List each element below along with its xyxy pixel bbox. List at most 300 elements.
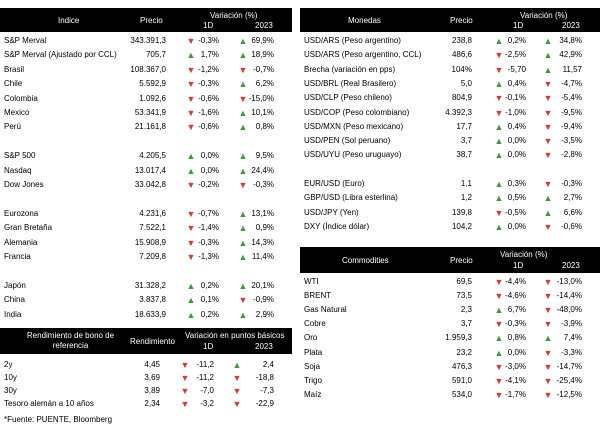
row-value: 534,0 xyxy=(451,389,472,399)
row-label: Tesoro alemán a 10 años xyxy=(4,399,94,408)
indices-row xyxy=(0,92,292,106)
row-value: 108.367,0 xyxy=(130,64,166,74)
row-label: USD/BRL (Real Brasilero) xyxy=(304,78,397,88)
row-change-2023: -22,9 xyxy=(255,399,274,408)
arrow-up-icon: ▲ xyxy=(186,151,196,162)
row-label: Maíz xyxy=(304,389,322,399)
row-label: USD/JPY (Yen) xyxy=(304,207,359,217)
currencies-change-label: Variación (%) xyxy=(520,11,568,20)
row-change-2023: -2,8% xyxy=(561,150,582,160)
arrow-down-icon: ▼ xyxy=(543,305,553,316)
arrow-up-icon: ▲ xyxy=(238,237,248,248)
row-change-2023: -12,5% xyxy=(556,389,582,399)
row-value: 5,0 xyxy=(460,78,472,88)
row-value: 804,9 xyxy=(451,93,472,103)
row-value: 104,2 xyxy=(451,221,472,231)
row-change-2023: 11,4% xyxy=(251,252,274,261)
row-change-1d: -0,1% xyxy=(505,93,526,103)
row-change-1d: -0,5% xyxy=(505,207,526,217)
arrow-down-icon: ▼ xyxy=(494,107,504,118)
row-value: 7.209,8 xyxy=(139,252,166,261)
row-change-2023: 24,4% xyxy=(251,165,274,175)
row-change-2023: 10,1% xyxy=(251,108,274,117)
arrow-down-icon: ▼ xyxy=(494,50,504,61)
bonds-1d-label: 1D xyxy=(203,342,214,351)
row-change-2023: 18,9% xyxy=(251,50,274,60)
row-value: 476,3 xyxy=(451,361,472,371)
indices-row xyxy=(0,207,292,221)
row-label: USD/PEN (Sol peruano) xyxy=(304,136,391,146)
row-change-2023: 42,9% xyxy=(559,50,582,60)
currencies-row xyxy=(300,34,600,48)
arrow-up-icon: ▲ xyxy=(238,309,248,320)
arrow-down-icon: ▼ xyxy=(186,79,196,90)
row-change-1d: 0,4% xyxy=(507,121,526,131)
row-change-2023: 0,9% xyxy=(255,223,274,233)
currencies-row xyxy=(300,148,600,162)
row-change-1d: 0,2% xyxy=(200,309,219,319)
arrow-up-icon: ▲ xyxy=(238,36,248,46)
row-label: Colombia xyxy=(4,93,38,103)
row-change-2023: 69,9% xyxy=(251,36,274,45)
row-change-1d: -0,6% xyxy=(198,93,219,103)
row-label: Plata xyxy=(304,347,323,357)
row-value: 2,34 xyxy=(144,399,160,408)
row-value: 3.837,8 xyxy=(139,295,166,305)
arrow-down-icon: ▼ xyxy=(180,386,190,396)
row-change-1d: -4,4% xyxy=(505,277,526,286)
arrow-up-icon: ▲ xyxy=(494,305,504,316)
arrow-down-icon: ▼ xyxy=(180,360,190,370)
row-value: 139,8 xyxy=(451,207,472,217)
row-change-2023: -0,9% xyxy=(253,295,274,305)
arrow-down-icon: ▼ xyxy=(494,291,504,302)
arrow-down-icon: ▼ xyxy=(494,93,504,104)
row-change-1d: -4,1% xyxy=(505,375,526,385)
currencies-row xyxy=(300,191,600,205)
row-change-2023: -7,3 xyxy=(260,386,274,395)
row-value: 343.391,3 xyxy=(130,36,166,45)
arrow-down-icon: ▼ xyxy=(186,208,196,219)
row-change-1d: 0,0% xyxy=(507,136,526,146)
row-change-2023: 2,7% xyxy=(563,193,582,203)
currencies-row xyxy=(300,220,600,234)
indices-row xyxy=(0,48,292,62)
bonds-price-label: Rendimiento xyxy=(130,337,175,346)
row-label: GBP/USD (Libra esterlina) xyxy=(304,193,398,203)
row-value: 1.959,3 xyxy=(445,333,472,343)
arrow-up-icon: ▲ xyxy=(494,333,504,344)
currencies-row xyxy=(300,177,600,191)
row-label: USD/ARS (Peso argentino, CCL) xyxy=(304,50,422,60)
indices-1d-label: 1D xyxy=(203,21,214,30)
commodities-row xyxy=(300,346,600,360)
currencies-row xyxy=(300,91,600,105)
row-label: Soja xyxy=(304,361,321,371)
row-value: 104% xyxy=(451,64,472,74)
commodities-change-label: Variación (%) xyxy=(500,250,548,259)
row-change-2023: -15,0% xyxy=(248,93,274,103)
row-change-2023: 2,9% xyxy=(255,309,274,319)
arrow-down-icon: ▼ xyxy=(238,64,248,75)
bonds-title: Rendimiento de bono de referencia xyxy=(26,331,115,350)
commodities-title: Commodities xyxy=(342,256,389,265)
commodities-row xyxy=(300,317,600,331)
indices-row xyxy=(0,135,292,149)
arrow-down-icon: ▼ xyxy=(238,295,248,306)
arrow-up-icon: ▲ xyxy=(543,36,553,46)
row-label: S&P Merval (Ajustado por CCL) xyxy=(4,50,117,60)
currencies-1d-label: 1D xyxy=(513,21,524,30)
row-change-1d: 6,7% xyxy=(507,305,526,315)
arrow-up-icon: ▲ xyxy=(238,252,248,262)
commodities-2023-label: 2023 xyxy=(562,261,580,270)
row-change-2023: 13,1% xyxy=(251,208,274,218)
row-change-2023: -14,7% xyxy=(556,361,582,371)
arrow-down-icon: ▼ xyxy=(494,389,504,400)
indices-row xyxy=(0,221,292,235)
arrow-down-icon: ▼ xyxy=(186,252,196,262)
indices-row xyxy=(0,293,292,307)
arrow-down-icon: ▼ xyxy=(543,150,553,161)
row-change-1d: 0,2% xyxy=(507,36,526,45)
bonds-rows xyxy=(0,328,292,418)
row-value: 4.392,3 xyxy=(445,107,472,117)
row-change-1d: 0,0% xyxy=(200,165,219,175)
row-label: Japón xyxy=(4,280,26,290)
row-label: USD/UYU (Peso uruguayo) xyxy=(304,150,402,160)
row-value: 1,1 xyxy=(460,179,472,188)
commodities-row xyxy=(300,331,600,345)
row-change-2023: 11,57 xyxy=(562,64,582,74)
row-change-1d: -7,0 xyxy=(200,386,214,395)
row-label: S&P Merval xyxy=(4,36,47,45)
row-change-1d: -0,3% xyxy=(198,79,219,89)
row-change-1d: -0,3% xyxy=(198,36,219,45)
arrow-down-icon: ▼ xyxy=(232,373,242,383)
arrow-down-icon: ▼ xyxy=(543,93,553,104)
row-value: 2,3 xyxy=(460,305,472,315)
row-change-2023: -3,9% xyxy=(561,319,582,329)
row-change-1d: -0,7% xyxy=(198,208,219,218)
row-value: 73,5 xyxy=(456,291,472,301)
row-value: 7.522,1 xyxy=(139,223,166,233)
arrow-down-icon: ▼ xyxy=(543,121,553,132)
arrow-down-icon: ▼ xyxy=(186,122,196,133)
row-value: 23,2 xyxy=(456,347,472,357)
row-change-2023: -5,4% xyxy=(561,93,582,103)
arrow-down-icon: ▼ xyxy=(543,277,553,287)
row-change-2023: -4,7% xyxy=(561,78,582,88)
currencies-row xyxy=(300,77,600,91)
commodities-table xyxy=(300,247,600,407)
row-change-1d: -3,0% xyxy=(505,361,526,371)
currencies-table xyxy=(300,8,600,238)
row-change-1d: 0,3% xyxy=(507,179,526,188)
row-change-2023: 6,6% xyxy=(563,207,582,217)
arrow-down-icon: ▼ xyxy=(180,373,190,383)
row-label: Chile xyxy=(4,79,23,89)
row-change-1d: -1,7% xyxy=(505,389,526,399)
arrow-down-icon: ▼ xyxy=(186,237,196,248)
arrow-up-icon: ▲ xyxy=(186,50,196,61)
row-value: 705,7 xyxy=(145,50,166,60)
row-label: Trigo xyxy=(304,375,322,385)
row-change-1d: -0,3% xyxy=(198,237,219,247)
currencies-row xyxy=(300,120,600,134)
row-value: 591,0 xyxy=(451,375,472,385)
currencies-price-label: Precio xyxy=(450,16,473,25)
indices-row xyxy=(0,192,292,206)
bonds-row xyxy=(0,397,292,411)
row-change-2023: -48,0% xyxy=(556,305,582,315)
row-change-1d: 0,2% xyxy=(200,280,219,290)
bonds-change-label: Variación en puntos básicos xyxy=(185,331,285,340)
currencies-row xyxy=(300,106,600,120)
row-label: USD/CLP (Peso chileno) xyxy=(304,93,392,103)
arrow-up-icon: ▲ xyxy=(543,207,553,218)
row-value: 238,8 xyxy=(451,36,472,45)
commodities-price-label: Precio xyxy=(450,256,473,265)
row-label: Oro xyxy=(304,333,318,343)
row-change-2023: -0,3% xyxy=(561,179,582,188)
commodities-1d-label: 1D xyxy=(513,261,524,270)
row-value: 4,45 xyxy=(144,360,160,369)
arrow-down-icon: ▼ xyxy=(543,319,553,330)
row-change-2023: -25,4% xyxy=(556,375,582,385)
indices-row xyxy=(0,149,292,163)
row-change-1d: 0,5% xyxy=(507,193,526,203)
indices-row xyxy=(0,279,292,293)
arrow-up-icon: ▲ xyxy=(543,333,553,344)
arrow-up-icon: ▲ xyxy=(238,79,248,90)
row-change-2023: -9,4% xyxy=(561,121,582,131)
currencies-row xyxy=(300,63,600,77)
row-change-2023: 14,3% xyxy=(251,237,274,247)
arrow-up-icon: ▲ xyxy=(238,165,248,176)
row-change-2023: -3,5% xyxy=(561,136,582,146)
row-change-2023: 34,8% xyxy=(559,36,582,45)
arrow-up-icon: ▲ xyxy=(186,295,196,306)
arrow-up-icon: ▲ xyxy=(232,360,242,370)
arrow-down-icon: ▼ xyxy=(186,180,196,190)
row-value: 17,7 xyxy=(456,121,472,131)
arrow-up-icon: ▲ xyxy=(494,121,504,132)
arrow-down-icon: ▼ xyxy=(186,64,196,75)
arrow-down-icon: ▼ xyxy=(543,361,553,372)
row-label: 10y xyxy=(4,373,17,382)
row-label: Alemania xyxy=(4,237,38,247)
arrow-up-icon: ▲ xyxy=(494,347,504,358)
row-label: S&P 500 xyxy=(4,151,36,161)
arrow-down-icon: ▼ xyxy=(494,375,504,386)
indices-row xyxy=(0,63,292,77)
indices-row xyxy=(0,250,292,264)
row-change-1d: -2,5% xyxy=(505,50,526,60)
arrow-up-icon: ▲ xyxy=(186,280,196,291)
row-value: 15.908,9 xyxy=(134,237,166,247)
bonds-row xyxy=(0,384,292,398)
arrow-down-icon: ▼ xyxy=(543,389,553,400)
arrow-up-icon: ▲ xyxy=(238,151,248,162)
arrow-up-icon: ▲ xyxy=(238,50,248,61)
row-value: 3,7 xyxy=(460,319,472,329)
footnote: *Fuente: PUENTE, Bloomberg xyxy=(4,415,113,424)
indices-row xyxy=(0,164,292,178)
arrow-down-icon: ▼ xyxy=(232,386,242,396)
row-label: DXY (Índice dólar) xyxy=(304,221,370,231)
row-value: 31.328,2 xyxy=(134,280,166,290)
commodities-row xyxy=(300,289,600,303)
row-change-1d: -4,6% xyxy=(505,291,526,301)
arrow-down-icon: ▼ xyxy=(494,319,504,330)
row-change-1d: -11,2 xyxy=(196,360,214,369)
arrow-up-icon: ▲ xyxy=(238,108,248,118)
row-change-2023: -13,0% xyxy=(556,277,582,286)
row-label: USD/ARS (Peso argentino) xyxy=(304,36,401,45)
commodities-row xyxy=(300,374,600,388)
row-value: 21.161,8 xyxy=(134,122,166,132)
arrow-down-icon: ▼ xyxy=(543,107,553,118)
arrow-up-icon: ▲ xyxy=(494,78,504,89)
row-change-1d: 0,0% xyxy=(200,151,219,161)
arrow-up-icon: ▲ xyxy=(543,193,553,204)
currencies-row xyxy=(300,163,600,177)
row-change-1d: -1,0% xyxy=(505,107,526,117)
currencies-2023-label: 2023 xyxy=(562,21,580,30)
row-label: Gran Bretaña xyxy=(4,223,53,233)
arrow-down-icon: ▼ xyxy=(186,36,196,46)
indices-row xyxy=(0,106,292,120)
row-change-1d: 0,0% xyxy=(507,347,526,357)
row-value: 38,7 xyxy=(456,150,472,160)
commodities-row xyxy=(300,388,600,402)
bonds-row xyxy=(0,358,292,372)
row-value: 3,69 xyxy=(144,373,160,382)
row-change-2023: -0,3% xyxy=(253,180,274,189)
row-change-1d: -1,4% xyxy=(198,223,219,233)
row-change-1d: -1,2% xyxy=(198,64,219,74)
row-value: 53.341,9 xyxy=(134,108,166,117)
row-change-1d: 0,0% xyxy=(507,221,526,231)
row-label: 30y xyxy=(4,386,17,395)
arrow-down-icon: ▼ xyxy=(543,136,553,147)
arrow-up-icon: ▲ xyxy=(494,136,504,147)
row-change-1d: -11,2 xyxy=(196,373,214,382)
arrow-down-icon: ▼ xyxy=(180,399,190,409)
row-change-2023: -14,4% xyxy=(556,291,582,301)
row-label: BRENT xyxy=(304,291,332,301)
row-label: Perú xyxy=(4,122,21,132)
row-change-1d: -0,6% xyxy=(198,122,219,132)
row-label: EUR/USD (Euro) xyxy=(304,179,365,188)
row-value: 18.633,9 xyxy=(134,309,166,319)
row-value: 3,89 xyxy=(144,386,160,395)
bonds-2023-label: 2023 xyxy=(255,342,273,351)
indices-title: Indice xyxy=(58,16,80,25)
row-label: India xyxy=(4,309,22,319)
arrow-down-icon: ▼ xyxy=(543,347,553,358)
arrow-up-icon: ▲ xyxy=(543,64,553,75)
row-change-1d: -3,2 xyxy=(200,399,214,408)
row-change-1d: -0,2% xyxy=(198,180,219,189)
row-change-1d: -1,3% xyxy=(198,252,219,261)
row-change-1d: 0,4% xyxy=(507,78,526,88)
arrow-down-icon: ▼ xyxy=(543,221,553,232)
arrow-down-icon: ▼ xyxy=(543,78,553,89)
indices-row xyxy=(0,308,292,322)
arrow-down-icon: ▼ xyxy=(494,64,504,75)
currencies-rows xyxy=(300,8,600,238)
row-change-1d: -0,3% xyxy=(505,319,526,329)
row-value: 69,5 xyxy=(456,277,472,286)
row-change-1d: 1,7% xyxy=(200,50,219,60)
row-value: 13.017,4 xyxy=(134,165,166,175)
arrow-down-icon: ▼ xyxy=(186,223,196,234)
row-change-1d: -1,6% xyxy=(198,108,219,117)
currencies-title: Monedas xyxy=(348,16,381,25)
row-label: Dow Jones xyxy=(4,180,44,189)
row-change-2023: -18,8 xyxy=(255,373,274,382)
arrow-down-icon: ▼ xyxy=(232,399,242,409)
arrow-down-icon: ▼ xyxy=(543,291,553,302)
indices-row xyxy=(0,120,292,134)
indices-rows xyxy=(0,8,292,318)
bonds-row xyxy=(0,371,292,385)
row-label: Brasil xyxy=(4,64,25,74)
row-change-2023: 7,4% xyxy=(563,333,582,343)
row-label: Cobre xyxy=(304,319,326,329)
arrow-down-icon: ▼ xyxy=(186,93,196,104)
arrow-down-icon: ▼ xyxy=(238,180,248,190)
row-value: 4.231,6 xyxy=(139,208,166,218)
arrow-up-icon: ▲ xyxy=(494,150,504,161)
row-change-2023: -9,5% xyxy=(561,107,582,117)
row-change-1d: 0,1% xyxy=(200,295,219,305)
row-label: WTI xyxy=(304,277,319,286)
indices-2023-label: 2023 xyxy=(255,21,273,30)
indices-price-label: Precio xyxy=(140,16,163,25)
row-change-2023: 6,2% xyxy=(255,79,274,89)
indices-row xyxy=(0,34,292,48)
row-change-2023: -0,7% xyxy=(253,64,274,74)
arrow-up-icon: ▲ xyxy=(186,165,196,176)
indices-change-label: Variación (%) xyxy=(210,11,258,20)
arrow-up-icon: ▲ xyxy=(238,122,248,133)
row-value: 3,7 xyxy=(460,136,472,146)
indices-row xyxy=(0,77,292,91)
arrow-down-icon: ▼ xyxy=(543,375,553,386)
row-value: 5.592,9 xyxy=(139,79,166,89)
row-label: Eurozona xyxy=(4,208,39,218)
row-change-1d: -5,70 xyxy=(507,64,526,74)
row-value: 33.042,8 xyxy=(134,180,166,189)
arrow-up-icon: ▲ xyxy=(494,193,504,204)
arrow-down-icon: ▼ xyxy=(494,207,504,218)
row-label: China xyxy=(4,295,25,305)
arrow-up-icon: ▲ xyxy=(494,36,504,46)
row-change-2023: 0,8% xyxy=(255,122,274,132)
arrow-down-icon: ▼ xyxy=(494,361,504,372)
row-value: 486,6 xyxy=(451,50,472,60)
commodities-row xyxy=(300,303,600,317)
currencies-row xyxy=(300,134,600,148)
indices-row xyxy=(0,236,292,250)
currencies-row xyxy=(300,48,600,62)
row-change-1d: 0,0% xyxy=(507,150,526,160)
row-label: Gas Natural xyxy=(304,305,347,315)
bonds-table xyxy=(0,328,292,418)
